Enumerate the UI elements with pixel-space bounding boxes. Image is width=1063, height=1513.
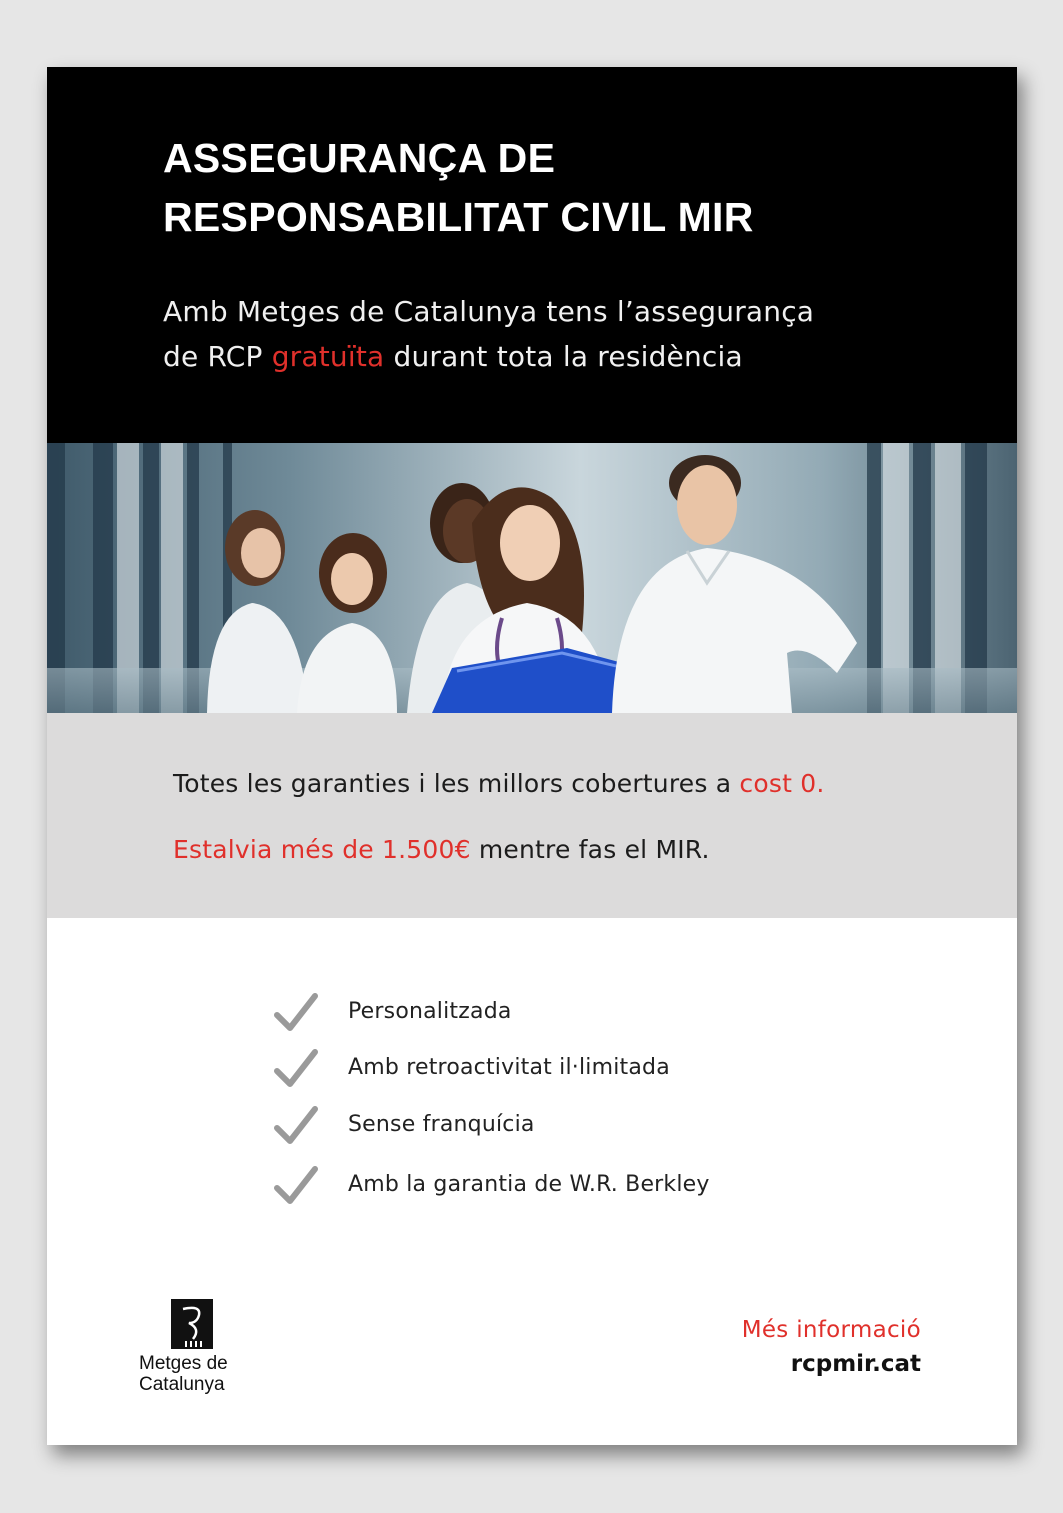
logo-line-1: Metges de xyxy=(139,1353,228,1374)
check-icon xyxy=(273,993,319,1033)
subtitle-line-1: Amb Metges de Catalunya tens l’assegurança xyxy=(163,295,815,328)
more-info-label: Més informació xyxy=(741,1317,921,1343)
feature-label: Amb retroactivitat il·limitada xyxy=(348,1055,670,1080)
savings-text: mentre fas el MIR. xyxy=(470,835,710,864)
page-title xyxy=(163,129,963,247)
benefits-band xyxy=(47,713,1017,918)
poster xyxy=(47,67,1017,1445)
benefit-line-2 xyxy=(173,835,710,864)
list-item xyxy=(273,1106,873,1146)
list-item xyxy=(273,993,873,1033)
logo-text xyxy=(139,1353,228,1395)
benefit-text: Totes les garanties i les millors cobertures a xyxy=(173,769,740,798)
subtitle xyxy=(163,289,983,379)
more-info xyxy=(742,1317,921,1377)
check-icon xyxy=(273,1106,319,1146)
check-icon xyxy=(273,1049,319,1089)
subtitle-text: de RCP xyxy=(163,340,272,373)
savings-highlight: Estalvia més de 1.500€ xyxy=(173,835,471,864)
website-link[interactable]: rcpmir.cat xyxy=(790,1351,921,1377)
title-line-1: ASSEGURANÇA DE xyxy=(163,135,556,181)
logo-line-2: Catalunya xyxy=(139,1374,225,1395)
title-line-2: RESPONSABILITAT CIVIL MIR xyxy=(163,194,754,240)
subtitle-highlight: gratuïta xyxy=(271,340,385,373)
subtitle-line-2 xyxy=(163,334,983,379)
logo xyxy=(139,1299,299,1399)
list-item xyxy=(273,1049,873,1089)
list-item xyxy=(273,1166,873,1206)
logo-mark-icon xyxy=(171,1299,213,1349)
feature-label: Amb la garantia de W.R. Berkley xyxy=(348,1172,710,1197)
header-section xyxy=(47,67,1017,443)
benefit-line-1 xyxy=(173,769,824,798)
benefit-highlight: cost 0. xyxy=(739,769,825,798)
feature-label: Personalitzada xyxy=(348,999,512,1024)
medical-residents-photo xyxy=(47,443,1017,713)
feature-label: Sense franquícia xyxy=(348,1112,535,1137)
check-icon xyxy=(273,1166,319,1206)
subtitle-text-end: durant tota la residència xyxy=(384,340,743,373)
